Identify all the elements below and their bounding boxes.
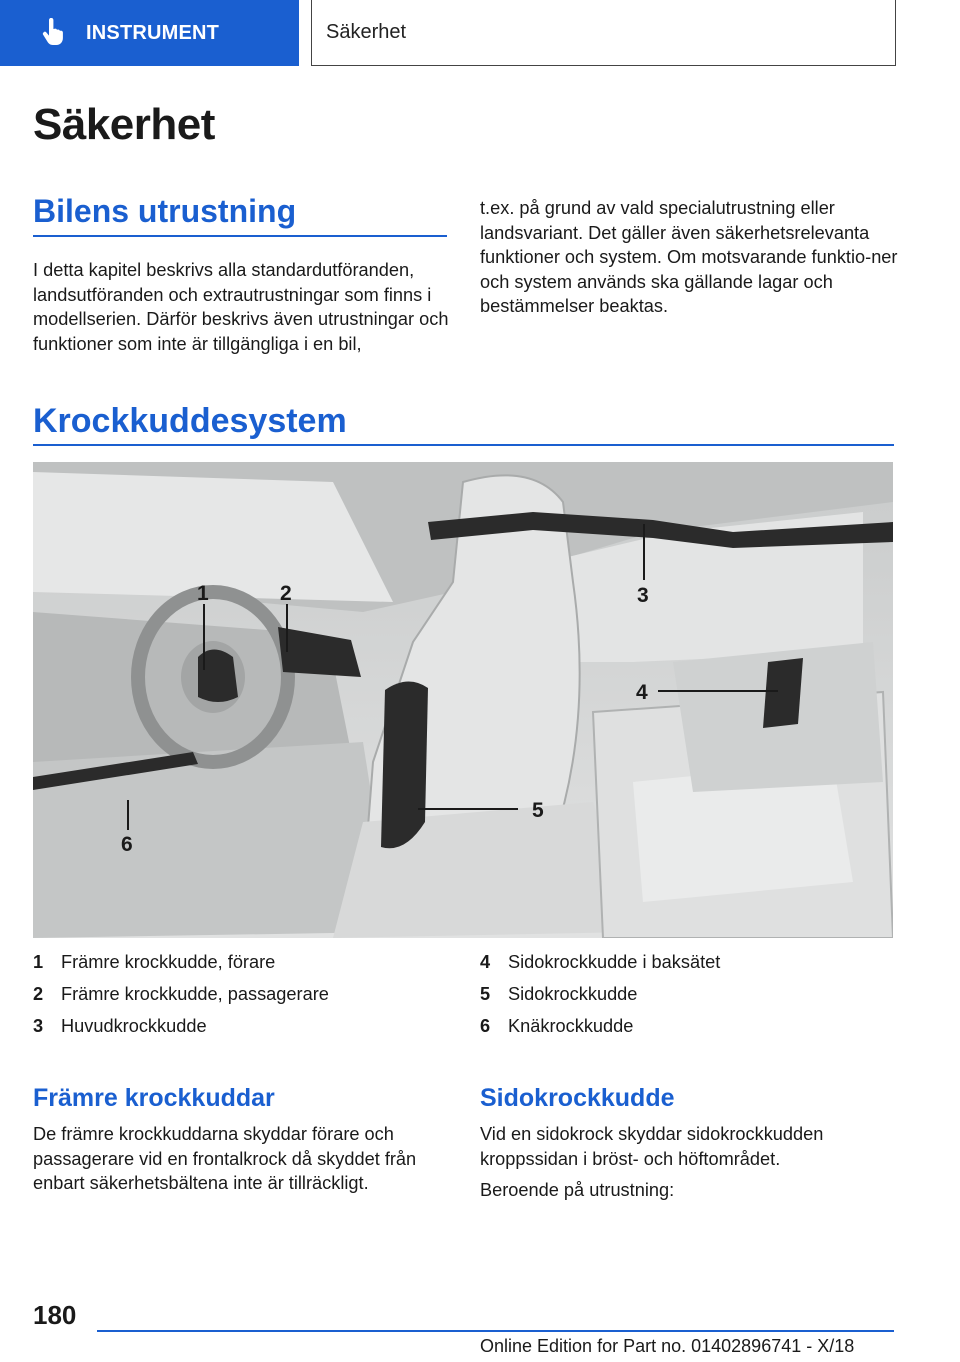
heading-rule (33, 444, 894, 446)
legend-num: 3 (33, 1016, 44, 1036)
legend-item (480, 946, 720, 978)
chapter-tab[interactable] (0, 0, 299, 66)
callout-6: 6 (121, 833, 133, 856)
callout-4: 4 (636, 681, 648, 704)
callout-5: 5 (532, 799, 544, 822)
chapter-tab-label: INSTRUMENT (86, 21, 220, 44)
page-number: 180 (33, 1300, 77, 1330)
section-header-label: Säkerhet (326, 21, 407, 43)
section-heading-airbags: Krockkuddesystem (33, 402, 347, 440)
legend-item (33, 946, 329, 978)
legend-item (33, 1010, 329, 1042)
legend-num: 2 (33, 984, 44, 1004)
legend-text: Sidokrockkudde (508, 984, 638, 1004)
legend-item (33, 978, 329, 1010)
heading-rule (33, 235, 447, 237)
paragraph-side-airbag: Vid en sidokrock skyddar sidokrockkudden kroppssidan i bröst- och höftområdet. (480, 1124, 824, 1169)
section-heading-equipment: Bilens utrustning (33, 193, 297, 229)
airbag-rear-side (763, 658, 803, 728)
legend-text: Sidokrockkudde i baksätet (508, 952, 721, 972)
legend-item (480, 1010, 720, 1042)
legend-text: Knäkrockkudde (508, 1016, 634, 1036)
airbag-illustration (33, 462, 893, 938)
footer-edition: Online Edition for Part no. 01402896741 - X/18 (480, 1336, 855, 1356)
subheading-side-airbag: Sidokrockkudde (480, 1084, 675, 1112)
legend-text: Främre krockkudde, passagerare (61, 984, 329, 1004)
legend-num: 1 (33, 952, 44, 972)
legend-text: Huvudkrockkudde (61, 1016, 207, 1036)
legend-text: Främre krockkudde, förare (61, 952, 276, 972)
legend-right (480, 946, 720, 1042)
paragraph-front-airbags: De främre krockkuddarna skyddar förare och passagerare vid en frontalkrock då skyddet från enbart säkerhetsbältena inte är tillräckligt. (33, 1124, 417, 1194)
legend-num: 6 (480, 1016, 491, 1036)
paragraph-equipment-col1: I detta kapitel beskrivs alla standardutföranden, landsutföranden och extrautrustningar som finns i modellserien. Därför beskrivs även utrustningar och funktioner som inte är tillgängliga i en bil, (33, 260, 449, 354)
callout-3: 3 (637, 584, 649, 607)
section-header (311, 0, 896, 66)
page-title: Säkerhet (33, 100, 215, 149)
legend-item (480, 978, 720, 1010)
subheading-front-airbags: Främre krockkuddar (33, 1084, 275, 1112)
callout-2: 2 (280, 582, 292, 605)
pointing-hand-icon (40, 18, 66, 48)
airbag-front-side (381, 681, 428, 848)
footer-rule (97, 1330, 894, 1332)
legend-num: 5 (480, 984, 491, 1004)
paragraph-equipment-note: Beroende på utrustning: (480, 1180, 675, 1200)
paragraph-equipment-col2: t.ex. på grund av vald specialutrustning eller landsvariant. Det gäller även säkerhetsrelevanta funktioner och system. Om motsvarande funktio-ner och system används ska gällande lagar och bestämmelser beaktas. (480, 198, 898, 317)
callout-1: 1 (197, 582, 209, 605)
legend-left (33, 946, 329, 1042)
legend-num: 4 (480, 952, 491, 972)
